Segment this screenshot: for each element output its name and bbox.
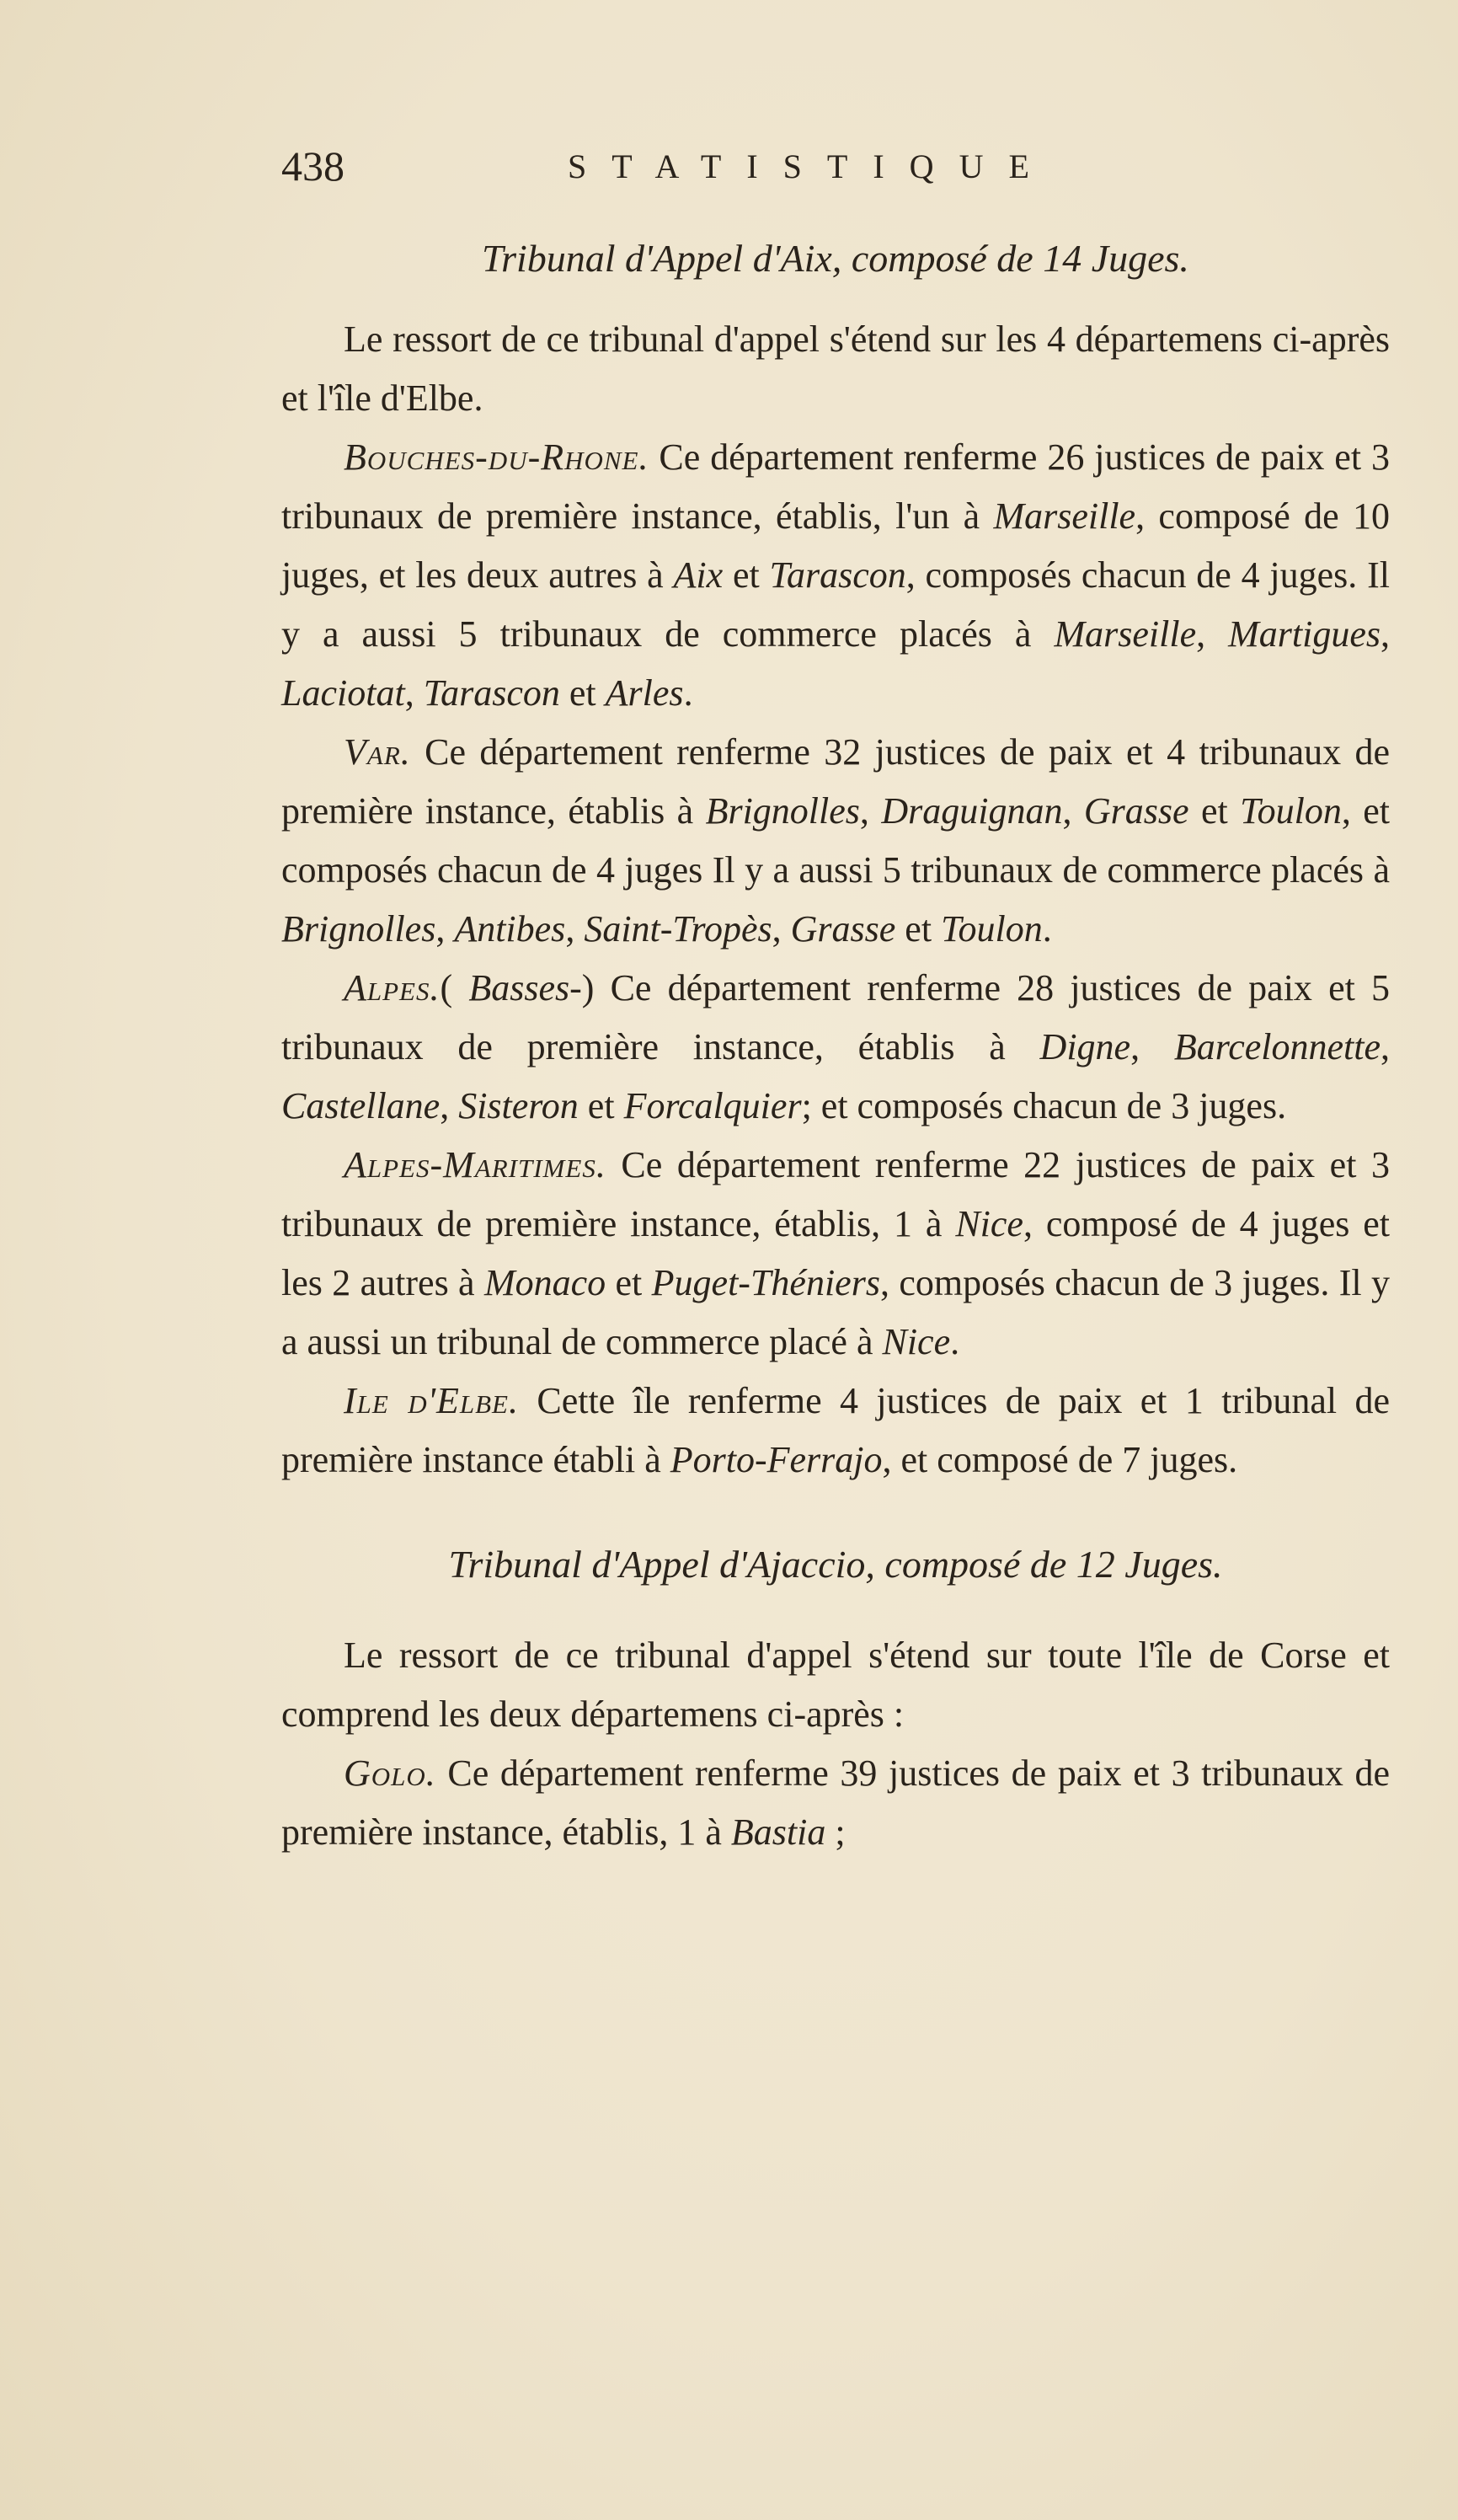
page-header xyxy=(281,142,1390,201)
paragraph-alpes: Alpes.( Basses-) Ce département renferme 28 justices de paix et 5 tribunaux de première instance, établis à Digne, Barcelonnette, Castellane, Sisteron et Forcalquier; et composés chacun de 3 juges. xyxy=(281,967,1390,1126)
paragraph-ile-d-elbe: Ile d'Elbe. Cette île renferme 4 justices de paix et 1 tribunal de première instance établi à Porto-Ferrajo, et composé de 7 juges. xyxy=(281,1380,1390,1480)
place-name: Nice xyxy=(955,1203,1023,1244)
place-name: Tarascon xyxy=(423,672,560,714)
place-name: Grasse xyxy=(790,908,896,950)
section-title-aix: Tribunal d'Appel d'Aix, composé de 14 Juges. xyxy=(482,237,1189,280)
department-name: Bouches-du-Rhone. xyxy=(344,436,649,478)
department-name: Var. xyxy=(344,731,411,773)
body-text xyxy=(281,229,1390,1862)
page-number: 438 xyxy=(281,142,344,190)
place-name: Forcalquier xyxy=(623,1085,802,1126)
place-name: Porto-Ferrajo xyxy=(670,1439,883,1480)
department-name: Ile d'Elbe. xyxy=(344,1380,519,1421)
paragraph-golo: Golo. Ce département renferme 39 justices de paix et 3 tribunaux de première instance, établis, 1 à Bastia ; xyxy=(281,1752,1390,1853)
place-name: Marseille xyxy=(993,495,1136,537)
place-name: Marseille xyxy=(1054,613,1197,655)
paragraph-ajaccio-intro: Le ressort de ce tribunal d'appel s'étend sur toute l'île de Corse et comprend les deux départemens ci-après : xyxy=(281,1635,1390,1735)
place-name: Laciotat xyxy=(281,672,405,714)
place-name: Barcelonnette xyxy=(1173,1026,1381,1067)
department-name: Golo. xyxy=(344,1752,436,1794)
place-name: Monaco xyxy=(483,1262,606,1303)
place-name: Toulon xyxy=(1240,790,1342,832)
place-name: Castellane xyxy=(281,1085,441,1126)
place-name: Aix xyxy=(673,554,724,596)
place-name: Puget-Théniers xyxy=(651,1262,880,1303)
place-name: Bastia xyxy=(730,1811,826,1853)
running-title: STATISTIQUE xyxy=(568,147,1055,185)
place-name: Martigues xyxy=(1228,613,1381,655)
place-name: Saint-Tropès xyxy=(584,908,772,950)
paragraph-var: Var. Ce département renferme 32 justices de paix et 4 tribunaux de première instance, établis à Brignolles, Draguignan, Grasse et Toulon, et composés chacun de 4 juges Il y a aussi 5 tribunaux de commerce placés à Brignolles, Antibes, Saint-Tropès, Grasse et Toulon. xyxy=(281,731,1391,950)
paragraph-bouches-du-rhone: Bouches-du-Rhone. Ce département renferme 26 justices de paix et 3 tribunaux de première instance, établis, l'un à Marseille, composé de 10 juges, et les deux autres à Aix et Tarascon, composés chacun de 4 juges. Il y a aussi 5 tribunaux de commerce placés à Marseille, Martigues, Laciotat, Tarascon et Arles. xyxy=(281,436,1391,714)
place-name: Grasse xyxy=(1083,790,1189,832)
place-name: Tarascon xyxy=(769,554,906,596)
place-name: Toulon xyxy=(941,908,1043,950)
place-name: Digne xyxy=(1039,1026,1131,1067)
place-name: Brignolles xyxy=(281,908,436,950)
place-name: Arles xyxy=(605,672,684,714)
place-name: Nice xyxy=(882,1321,951,1362)
department-name: Alpes. xyxy=(344,967,441,1009)
department-name: Alpes-Maritimes. xyxy=(344,1144,606,1185)
place-name: Brignolles xyxy=(705,790,860,832)
section-title-ajaccio: Tribunal d'Appel d'Ajaccio, composé de 12 Juges. xyxy=(448,1543,1223,1586)
paragraph-aix-intro: Le ressort de ce tribunal d'appel s'étend sur les 4 départemens ci-après et l'île d'Elbe. xyxy=(281,318,1390,419)
place-name: Sisteron xyxy=(458,1085,579,1126)
place-name: Draguignan xyxy=(881,790,1063,832)
paragraph-alpes-maritimes: Alpes-Maritimes. Ce département renferme 22 justices de paix et 3 tribunaux de première instance, établis, 1 à Nice, composé de 4 juges et les 2 autres à Monaco et Puget-Théniers, composés chacun de 3 juges. Il y a aussi un tribunal de commerce placé à Nice. xyxy=(281,1144,1390,1362)
place-name: Basses- xyxy=(468,967,582,1009)
place-name: Antibes xyxy=(454,908,566,950)
